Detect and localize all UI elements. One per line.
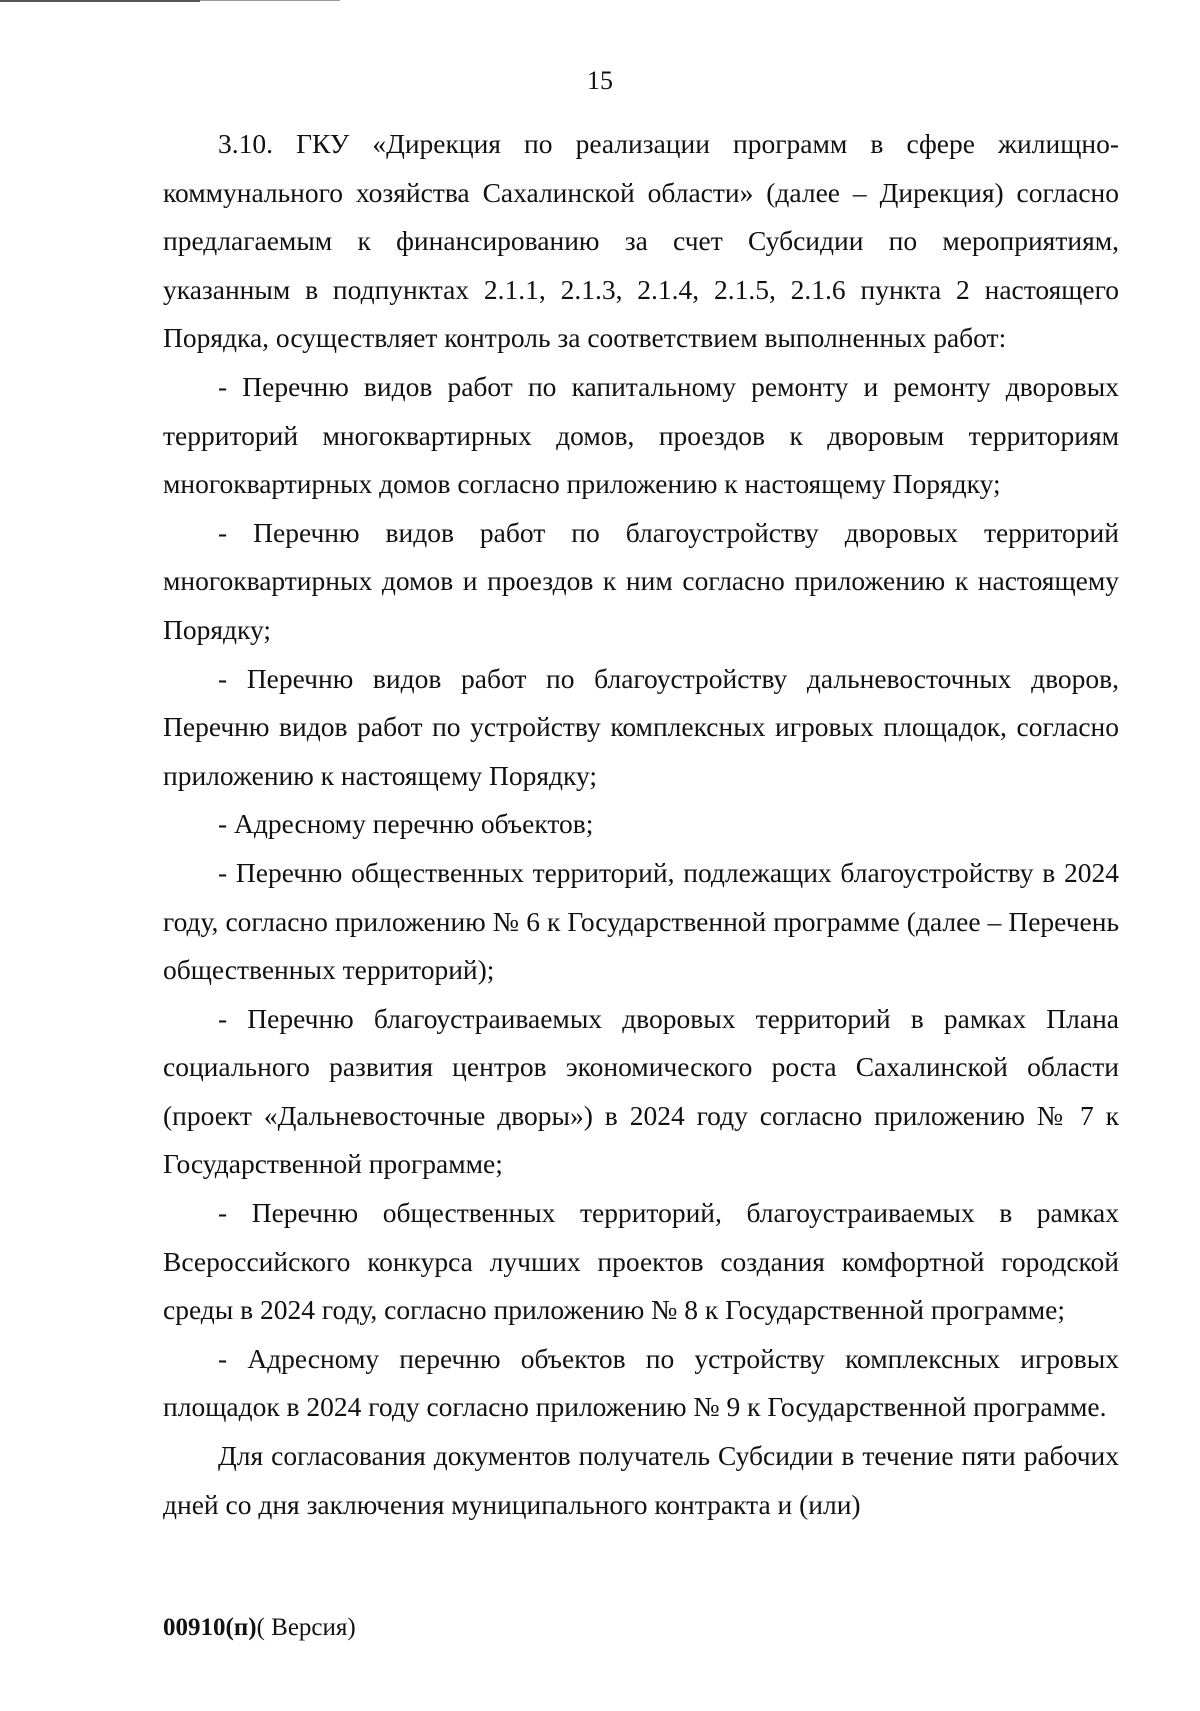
document-body bbox=[163, 120, 1119, 1529]
paragraph-3-10: 3.10. ГКУ «Дирекция по реализации программ в сфере жилищно-коммунального хозяйства Сахалинской области» (далее – Дирекция) согласно предлагаемым к финансированию за счет Субсидии по мероприятиям, указанным в подпунктах 2.1.1, 2.1.3, 2.1.4, 2.1.5, 2.1.6 пункта 2 настоящего Порядка, осуществляет контроль за соответствием выполненных работ: bbox=[163, 128, 1119, 354]
paragraph-document-approval: Для согласования документов получатель Субсидии в течение пяти рабочих дней со дня заключения муниципального контракта и (или) bbox=[163, 1440, 1119, 1520]
list-item-address-list: - Адресному перечню объектов; bbox=[218, 808, 594, 840]
document-code: 00910(п) bbox=[163, 1614, 257, 1641]
list-item-yard-territories-plan: - Перечню благоустраиваемых дворовых территорий в рамках Плана социального развития центров экономического роста Сахалинской области (проект «Дальневосточные дворы») в 2024 году согласно приложению № 7 к Государственной программе; bbox=[163, 1002, 1119, 1180]
list-item-far-east-yards: - Перечню видов работ по благоустройству дальневосточных дворов, Перечню видов работ по устройству комплексных игровых площадок, согласно приложению к настоящему Порядку; bbox=[163, 662, 1119, 791]
scan-edge-line bbox=[0, 0, 200, 2]
list-item-playgrounds: - Адресному перечню объектов по устройству комплексных игровых площадок в 2024 году согласно приложению № 9 к Государственной программе. bbox=[163, 1342, 1119, 1423]
list-item-public-territories: - Перечню общественных территорий, подлежащих благоустройству в 2024 году, согласно приложению № 6 к Государственной программе (далее – Перечень общественных территорий); bbox=[163, 856, 1119, 986]
scan-edge-line-faint bbox=[200, 0, 340, 1]
list-item-yard-improvement: - Перечню видов работ по благоустройству дворовых территорий многоквартирных домов и проездов к ним согласно приложению к настоящему Порядку; bbox=[163, 516, 1119, 645]
list-item-contest-territories: - Перечню общественных территорий, благоустраиваемых в рамках Всероссийского конкурса лучших проектов создания комфортной городской среды в 2024 году, согласно приложению № 8 к Государственной программе; bbox=[163, 1197, 1119, 1326]
list-item-capital-repair: - Перечню видов работ по капитальному ремонту и ремонту дворовых территорий многоквартирных домов, проездов к дворовым территориям многоквартирных домов согласно приложению к настоящему Порядку; bbox=[163, 370, 1119, 500]
page-number: 15 bbox=[587, 66, 613, 95]
document-version: ( Версия) bbox=[256, 1614, 356, 1641]
footer bbox=[163, 1614, 356, 1642]
